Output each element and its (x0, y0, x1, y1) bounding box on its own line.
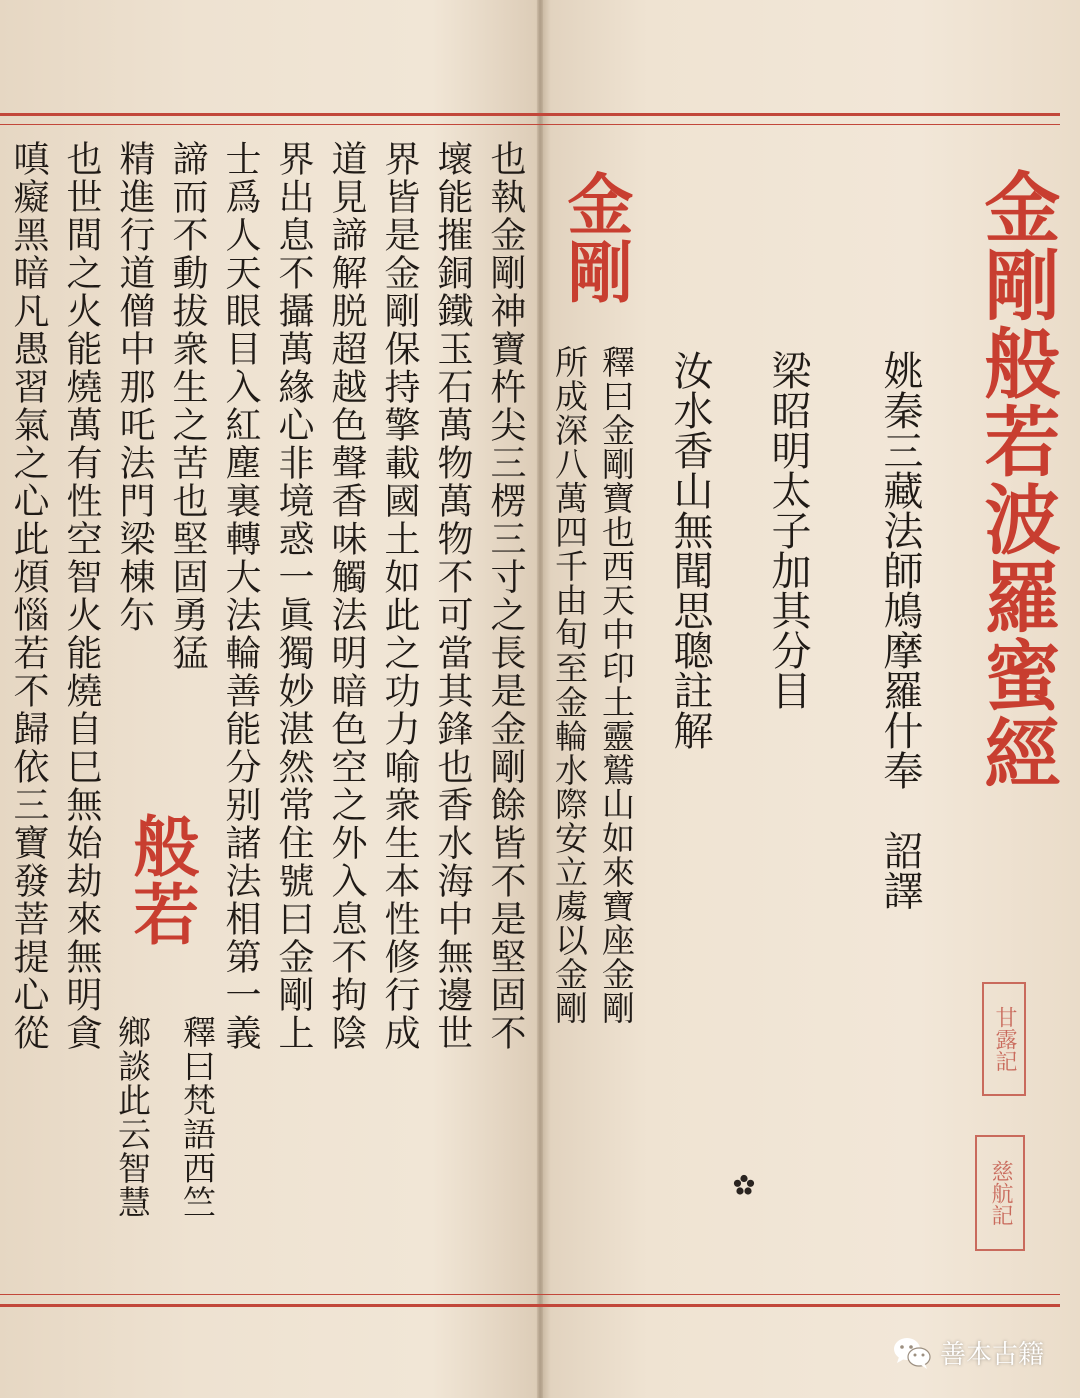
top-border-rule (0, 113, 1060, 116)
bottom-border-rule-thin (0, 1294, 1060, 1295)
divider-line: 梁昭明太子加其分目 (765, 350, 811, 710)
wechat-icon (892, 1336, 932, 1370)
text-column: 界皆是金剛保持擎載國土如此之功力喻衆生本性修行成 (379, 140, 420, 1052)
bore-annotation: 釋曰梵語西竺 (178, 1015, 217, 1219)
text-column: 壞能摧銅鐵玉石萬物萬物不可當其鋒也香水海中無邊世 (432, 140, 473, 1052)
seal-stamp-2: 慈航記 (975, 1135, 1025, 1251)
text-column: 也執金剛神寶杵尖三楞三寸之長是金剛餘皆不是堅固不 (485, 140, 526, 1052)
heading-bore: 般若 (122, 812, 200, 948)
text-column: 釋曰金剛寶也西天中印土靈鷲山如來寶座金剛 (597, 345, 636, 1025)
watermark (892, 1334, 1044, 1371)
bore-annotation: 鄉談此云智慧 (113, 1015, 152, 1219)
watermark-text: 善本古籍 (940, 1340, 1045, 1370)
text-column: 界出息不攝萬緣心非境惑一眞獨妙湛然常住號曰金剛上 (273, 140, 314, 1052)
text-column: 也世間之火能燒萬有性空智火能燒自巳無始劫來無明貪 (61, 140, 102, 1052)
top-border-rule-thin (0, 124, 1060, 125)
flower-ornament-icon (733, 1174, 755, 1196)
page-fold (537, 0, 543, 1398)
sutra-title: 金剛般若波羅蜜經 (972, 168, 1061, 792)
text-column: 道見諦解脱超越色聲香味觸法明暗色空之外入息不拘陰 (326, 140, 367, 1052)
heading-jingang: 金剛 (556, 170, 634, 306)
text-column: 精進行道僧中那吒法門梁棟尓 (114, 140, 155, 634)
bottom-border-rule (0, 1304, 1060, 1307)
text-column: 諦而不動拔衆生之苦也堅固勇猛 (167, 140, 208, 672)
seal-stamp-1: 甘露記 (982, 982, 1026, 1096)
text-column: 嗔癡黑暗凡愚習氣之心此煩惱若不歸依三寶發菩提心從 (8, 140, 49, 1052)
annotator-line: 汝水香山無聞思聰註解 (667, 350, 713, 750)
text-column: 所成深八萬四千由旬至金輪水際安立䖏以金剛 (550, 345, 589, 1025)
text-column: 士爲人天眼目入紅塵裏轉大法輪善能分别諸法相第一義 (220, 140, 261, 1052)
translator-line: 姚秦三藏法師鳩摩羅什奉 詔譯 (877, 350, 923, 910)
